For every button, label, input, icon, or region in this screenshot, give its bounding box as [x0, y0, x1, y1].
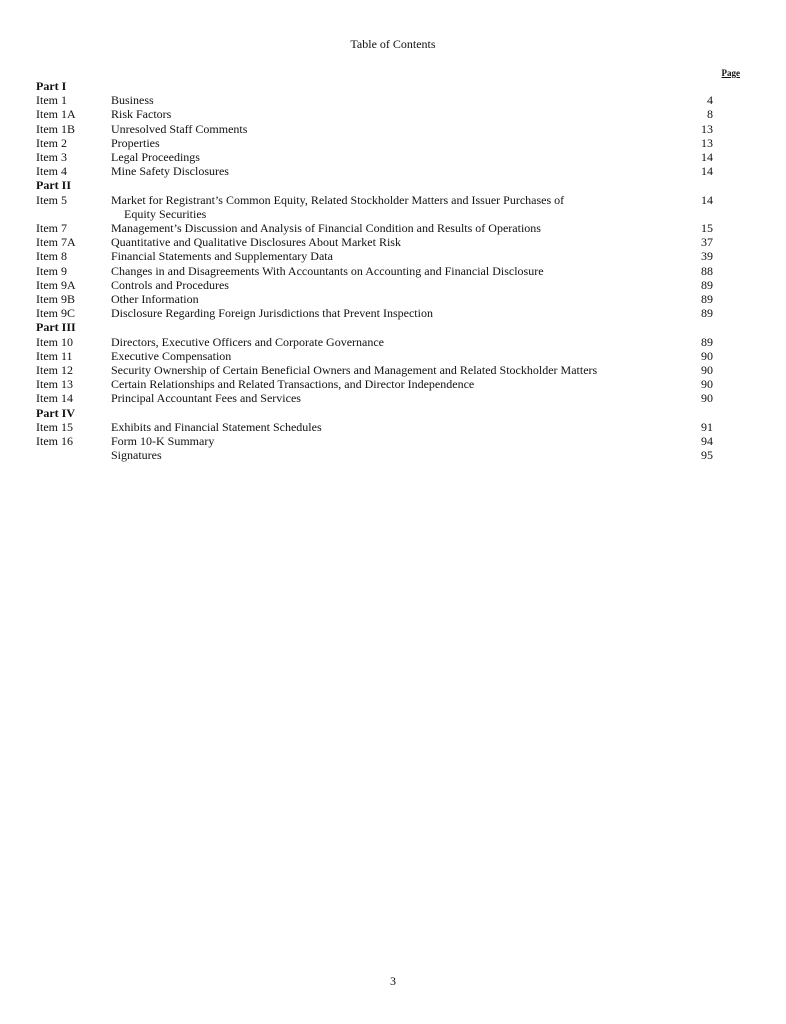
- item-description[interactable]: Disclosure Regarding Foreign Jurisdictions that Prevent Inspection: [111, 306, 433, 321]
- page-number: 89: [701, 292, 713, 307]
- toc-row-item-1a[interactable]: [36, 107, 720, 121]
- item-number: Item 7A: [36, 235, 76, 250]
- page-number: 14: [701, 164, 713, 179]
- page-number: 91: [701, 419, 713, 434]
- toc-row-item-13[interactable]: [36, 377, 720, 391]
- page-number: 90: [701, 363, 713, 378]
- item-description[interactable]: Quantitative and Qualitative Disclosures About Market Risk: [111, 235, 401, 250]
- item-description[interactable]: Form 10-K Summary: [111, 434, 215, 449]
- item-number: Item 9A: [36, 277, 76, 292]
- part-heading: Part I: [36, 79, 67, 93]
- toc-row-item-9[interactable]: [36, 264, 720, 278]
- item-description[interactable]: Exhibits and Financial Statement Schedules: [111, 419, 322, 434]
- part-heading: Part III: [36, 320, 76, 335]
- item-number: Item 1: [36, 93, 67, 108]
- toc-row-item-2[interactable]: [36, 136, 720, 150]
- page-number: 13: [701, 135, 713, 150]
- item-description[interactable]: Legal Proceedings: [111, 150, 200, 165]
- item-description[interactable]: Security Ownership of Certain Beneficial Owners and Management and Related Stockholder Matters: [111, 363, 598, 378]
- item-description[interactable]: Financial Statements and Supplementary Data: [111, 249, 333, 264]
- item-description[interactable]: [111, 193, 671, 221]
- item-description[interactable]: Directors, Executive Officers and Corporate Governance: [111, 334, 384, 349]
- item-description[interactable]: Management’s Discussion and Analysis of Financial Condition and Results of Operations: [111, 221, 541, 236]
- page-number: 90: [701, 348, 713, 363]
- toc-row-item-9c[interactable]: [36, 306, 720, 320]
- footer-page-number: 3: [390, 974, 396, 988]
- page-number: 37: [701, 235, 713, 250]
- item-number: Item 9C: [36, 306, 75, 321]
- toc-row-item-12[interactable]: [36, 363, 720, 377]
- item-description[interactable]: Signatures: [111, 448, 162, 463]
- page-number: 14: [701, 192, 713, 207]
- item-number: Item 13: [36, 377, 73, 392]
- item-number: Item 5: [36, 192, 67, 207]
- item-description[interactable]: Changes in and Disagreements With Accountants on Accounting and Financial Disclosure: [111, 263, 544, 278]
- toc-row-item-14[interactable]: [36, 391, 720, 405]
- toc-row-item-7a[interactable]: [36, 235, 720, 249]
- item-number: Item 9B: [36, 292, 75, 307]
- page-number: 90: [701, 391, 713, 406]
- toc-row-item-16[interactable]: [36, 434, 720, 448]
- item-number: Item 2: [36, 135, 67, 150]
- item-number: Item 16: [36, 434, 73, 449]
- item-number: Item 12: [36, 363, 73, 378]
- toc-row-signatures[interactable]: [36, 448, 720, 462]
- item-description[interactable]: Business: [111, 93, 154, 108]
- item-number: Item 10: [36, 334, 73, 349]
- toc-row-item-3[interactable]: [36, 150, 720, 164]
- item-description-line: Market for Registrant’s Common Equity, Related Stockholder Matters and Issuer Purchases of: [111, 192, 565, 207]
- toc-row-item-1b[interactable]: [36, 122, 720, 136]
- toc-row-item-7[interactable]: [36, 221, 720, 235]
- item-description[interactable]: Unresolved Staff Comments: [111, 121, 248, 136]
- item-number: Item 1A: [36, 107, 76, 122]
- item-number: Item 3: [36, 150, 67, 165]
- toc-row-item-5[interactable]: [36, 193, 720, 221]
- page-number: 89: [701, 306, 713, 321]
- item-number: Item 4: [36, 164, 67, 179]
- item-description[interactable]: Principal Accountant Fees and Services: [111, 391, 301, 406]
- toc-row-item-11[interactable]: [36, 349, 720, 363]
- part-heading: Part II: [36, 178, 71, 193]
- item-number: Item 15: [36, 419, 73, 434]
- page-number: 4: [707, 93, 713, 108]
- item-description-continuation: Equity Securities: [124, 206, 207, 221]
- toc-row-item-1[interactable]: [36, 93, 720, 107]
- item-number: Item 9: [36, 263, 67, 278]
- toc-row-item-15[interactable]: [36, 420, 720, 434]
- page-number: 89: [701, 277, 713, 292]
- item-description[interactable]: Executive Compensation: [111, 348, 232, 363]
- item-description[interactable]: Risk Factors: [111, 107, 172, 122]
- item-description[interactable]: Other Information: [111, 292, 199, 307]
- page-number: 88: [701, 263, 713, 278]
- toc-table: [36, 79, 720, 462]
- page-number: 89: [701, 334, 713, 349]
- toc-row-item-8[interactable]: [36, 249, 720, 263]
- item-number: Item 8: [36, 249, 67, 264]
- item-description[interactable]: Controls and Procedures: [111, 277, 229, 292]
- document-title: Table of Contents: [350, 37, 436, 51]
- page-number: 14: [701, 150, 713, 165]
- toc-row-item-10[interactable]: [36, 335, 720, 349]
- page-column-header: Page: [721, 68, 740, 78]
- page-number: 13: [701, 121, 713, 136]
- page-number: 15: [701, 221, 713, 236]
- page-number: 8: [707, 107, 713, 122]
- page-number: 94: [701, 434, 713, 449]
- toc-row-item-9a[interactable]: [36, 278, 720, 292]
- part-heading: Part IV: [36, 405, 75, 420]
- item-description[interactable]: Mine Safety Disclosures: [111, 164, 229, 179]
- toc-row-item-9b[interactable]: [36, 292, 720, 306]
- item-description[interactable]: Properties: [111, 135, 160, 150]
- page-number: 95: [701, 448, 713, 463]
- item-description[interactable]: Certain Relationships and Related Transactions, and Director Independence: [111, 377, 475, 392]
- item-number: Item 14: [36, 391, 73, 406]
- page-number: 90: [701, 377, 713, 392]
- item-number: Item 11: [36, 348, 73, 363]
- item-number: Item 7: [36, 221, 67, 236]
- item-number: Item 1B: [36, 121, 75, 136]
- page-number: 39: [701, 249, 713, 264]
- toc-row-item-4[interactable]: [36, 164, 720, 178]
